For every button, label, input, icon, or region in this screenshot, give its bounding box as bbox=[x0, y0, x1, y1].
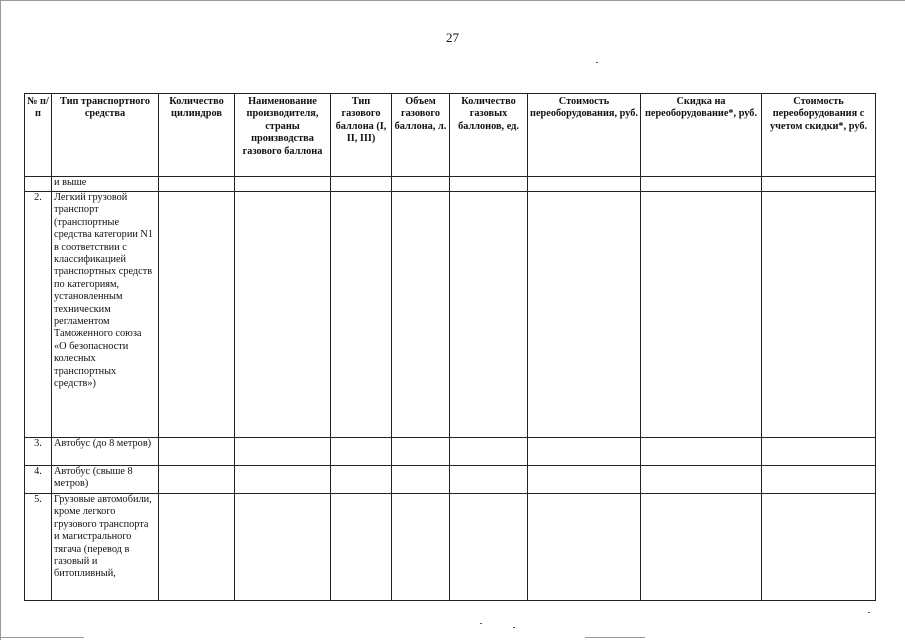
header-cylinder-type: Тип газового баллона (I, II, III) bbox=[331, 94, 392, 177]
cell-empty bbox=[762, 466, 876, 494]
table-row bbox=[25, 494, 876, 601]
header-vehicle-type: Тип транспортного средства bbox=[52, 94, 159, 177]
table-row bbox=[25, 177, 876, 192]
cell-empty bbox=[641, 466, 762, 494]
cell-empty bbox=[641, 177, 762, 192]
cell-empty bbox=[641, 192, 762, 438]
vehicle-type: Грузовые автомобили, кроме легкого грузового транспорта и магистрального тягача (перевод в газовый и битопливный, bbox=[52, 494, 159, 601]
scan-speck bbox=[513, 627, 515, 628]
scan-speck bbox=[596, 62, 598, 63]
cell-empty bbox=[528, 494, 641, 601]
cell-empty bbox=[450, 192, 528, 438]
table-row bbox=[25, 192, 876, 438]
cell-empty bbox=[450, 494, 528, 601]
cell-empty bbox=[331, 466, 392, 494]
cell-empty bbox=[528, 192, 641, 438]
cell-empty bbox=[528, 438, 641, 466]
cell-empty bbox=[331, 192, 392, 438]
table-row bbox=[25, 466, 876, 494]
cell-empty bbox=[762, 494, 876, 601]
cell-empty bbox=[762, 177, 876, 192]
header-conversion-cost: Стоимость переоборудования, руб. bbox=[528, 94, 641, 177]
header-volume: Объем газового баллона, л. bbox=[392, 94, 450, 177]
cell-empty bbox=[235, 438, 331, 466]
vehicle-type: Автобус (свыше 8 метров) bbox=[52, 466, 159, 494]
cell-empty bbox=[235, 494, 331, 601]
scan-edge-left bbox=[0, 0, 1, 640]
scan-edge-bottom-left bbox=[0, 637, 84, 638]
cell-empty bbox=[528, 177, 641, 192]
cell-empty bbox=[159, 494, 235, 601]
cell-empty bbox=[450, 466, 528, 494]
cell-empty bbox=[762, 192, 876, 438]
header-manufacturer: Наименование производителя, страны производства газового баллона bbox=[235, 94, 331, 177]
cell-empty bbox=[392, 466, 450, 494]
cell-empty bbox=[159, 192, 235, 438]
header-cylinders: Количество цилиндров bbox=[159, 94, 235, 177]
vehicle-type: Легкий грузовой транспорт (транспортные средства категории N1 в соответствии с классификацией транспортных средств по категориям, установленным техническим регламентом Таможенного союза «О безопасности колесных транспортных средств») bbox=[52, 192, 159, 438]
cell-empty bbox=[392, 192, 450, 438]
cell-empty bbox=[331, 177, 392, 192]
header-discount: Скидка на переоборудование*, руб. bbox=[641, 94, 762, 177]
header-cylinder-count: Количество газовых баллонов, ед. bbox=[450, 94, 528, 177]
row-number: 2. bbox=[25, 192, 52, 438]
cell-empty bbox=[235, 177, 331, 192]
cell-empty bbox=[641, 494, 762, 601]
header-cost-with-discount: Стоимость переоборудования с учетом скидки*, руб. bbox=[762, 94, 876, 177]
row-number: 5. bbox=[25, 494, 52, 601]
cell-empty bbox=[235, 466, 331, 494]
cell-empty bbox=[235, 192, 331, 438]
cell-empty bbox=[641, 438, 762, 466]
conversion-cost-table bbox=[24, 93, 876, 601]
cell-empty bbox=[528, 466, 641, 494]
cell-empty bbox=[392, 438, 450, 466]
table-row bbox=[25, 438, 876, 466]
scan-speck bbox=[480, 623, 482, 624]
row-number: 4. bbox=[25, 466, 52, 494]
cell-empty bbox=[159, 466, 235, 494]
cell-empty bbox=[331, 438, 392, 466]
cell-empty bbox=[159, 438, 235, 466]
cell-empty bbox=[450, 438, 528, 466]
scan-speck bbox=[868, 612, 870, 613]
cell-empty bbox=[331, 494, 392, 601]
cell-empty bbox=[159, 177, 235, 192]
vehicle-type: и выше bbox=[52, 177, 159, 192]
row-number: 3. bbox=[25, 438, 52, 466]
cell-empty bbox=[392, 494, 450, 601]
cell-empty bbox=[392, 177, 450, 192]
scan-edge-top bbox=[0, 0, 905, 1]
header-row bbox=[25, 94, 876, 177]
page-number: 27 bbox=[446, 30, 459, 45]
scan-edge-bottom-right bbox=[585, 637, 645, 638]
cell-empty bbox=[762, 438, 876, 466]
cell-empty bbox=[450, 177, 528, 192]
row-number bbox=[25, 177, 52, 192]
header-number: № п/п bbox=[25, 94, 52, 177]
vehicle-type: Автобус (до 8 метров) bbox=[52, 438, 159, 466]
